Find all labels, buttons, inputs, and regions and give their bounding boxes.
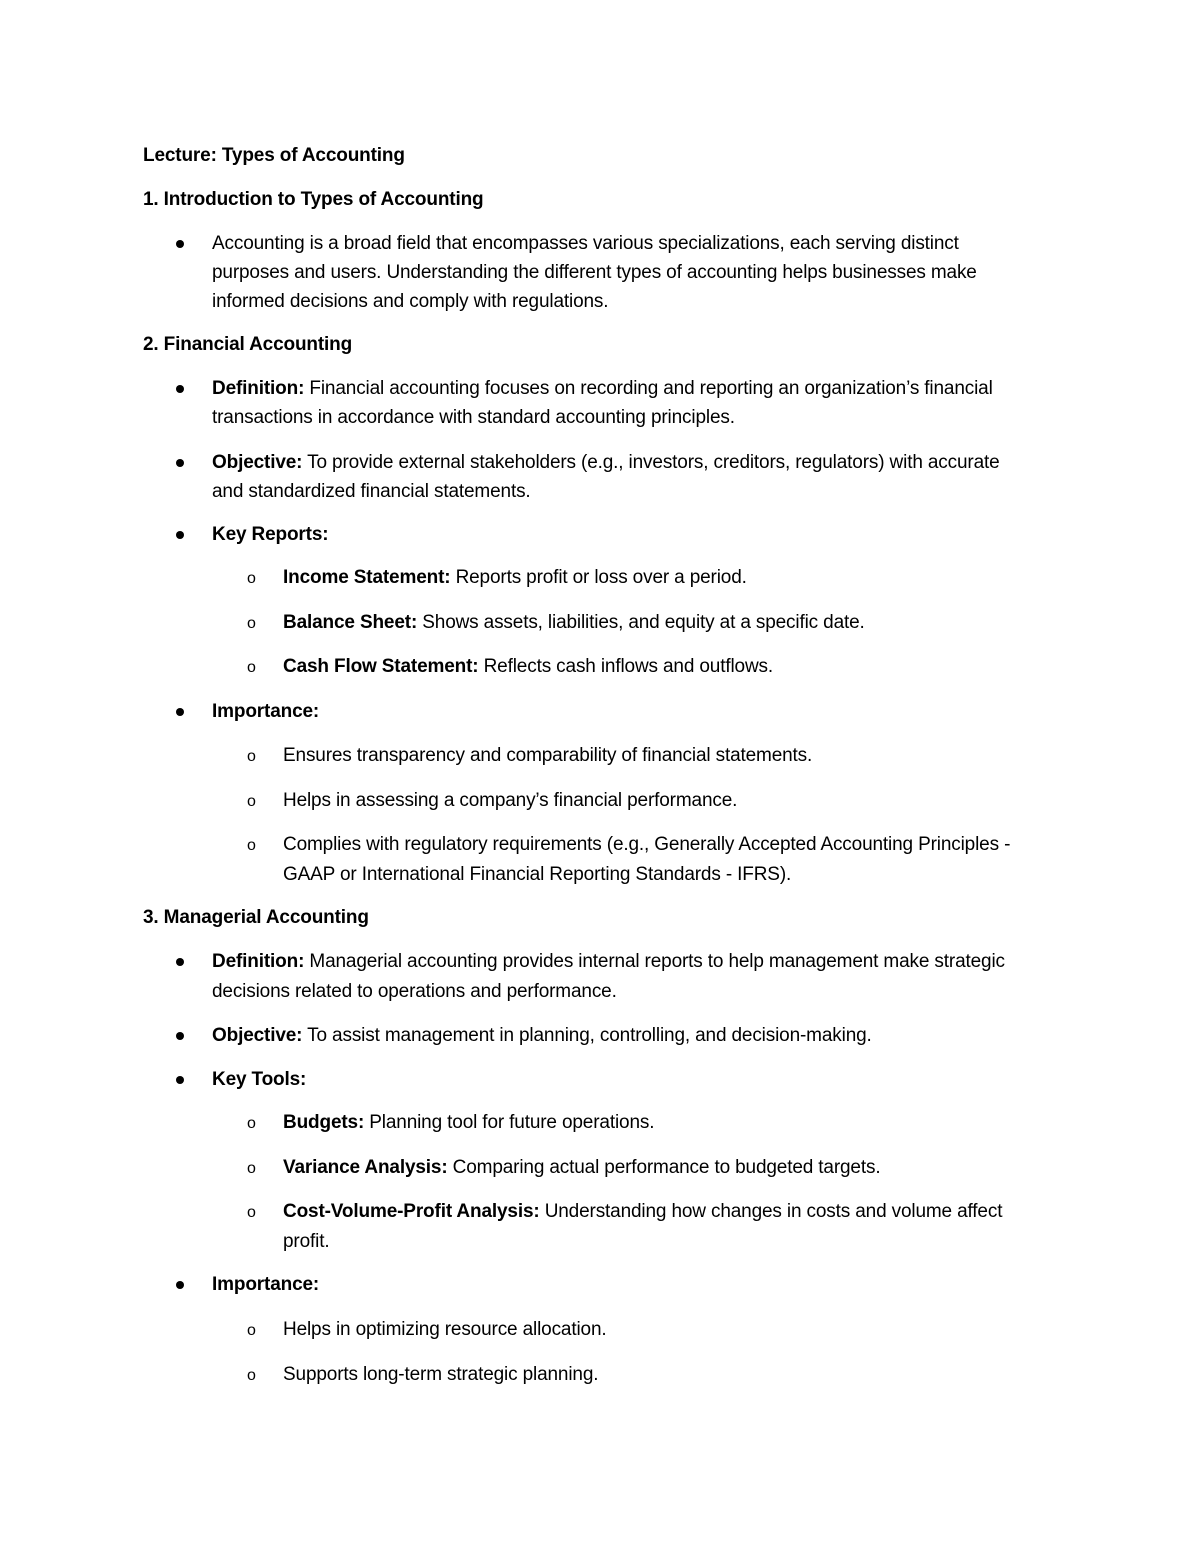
bullet-circle-icon: o (247, 837, 256, 854)
s3-key-tools-label: Key Tools: (212, 1069, 307, 1090)
bullet-circle-icon: o (247, 659, 256, 676)
s3-tool-budgets-label: Budgets: (283, 1112, 365, 1133)
bullet-dot-icon (176, 1032, 184, 1040)
s3-tool-budgets (283, 1111, 654, 1135)
bullet-circle-icon: o (247, 615, 256, 632)
s2-importance-item-3-line-2: GAAP or International Financial Reporting Standards - IFRS). (283, 864, 792, 885)
bullet-circle-icon: o (247, 748, 256, 765)
bullet-dot-icon (176, 240, 184, 248)
s3-objective-text: To assist management in planning, controlling, and decision-making. (302, 1025, 872, 1046)
s3-importance-item-1: Helps in optimizing resource allocation. (283, 1319, 607, 1340)
s3-tool-cvp-label: Cost-Volume-Profit Analysis: (283, 1201, 540, 1222)
s3-tool-cvp-line-2: profit. (283, 1231, 330, 1252)
s3-importance-item-2: Supports long-term strategic planning. (283, 1364, 599, 1385)
bullet-dot-icon (176, 531, 184, 539)
bullet-dot-icon (176, 385, 184, 393)
s2-report-cashflow-text: Reflects cash inflows and outflows. (478, 656, 774, 677)
s1-paragraph-line-3: informed decisions and comply with regulations. (212, 291, 609, 312)
section-2-heading: 2. Financial Accounting (143, 334, 353, 355)
s2-report-income (283, 566, 747, 590)
s2-definition-line-2: transactions in accordance with standard accounting principles. (212, 407, 735, 428)
section-3-heading: 3. Managerial Accounting (143, 907, 369, 928)
s3-definition-line-2: decisions related to operations and performance. (212, 981, 617, 1002)
s2-importance-item-3-line-1: Complies with regulatory requirements (e.g., Generally Accepted Accounting Principles - (283, 834, 1011, 855)
bullet-dot-icon (176, 708, 184, 716)
s2-report-cashflow-label: Cash Flow Statement: (283, 656, 479, 677)
s3-tool-cvp-text: Understanding how changes in costs and volume affect (539, 1201, 1003, 1222)
s2-report-cashflow (283, 655, 773, 679)
bullet-dot-icon (176, 459, 184, 467)
section-1-heading: 1. Introduction to Types of Accounting (143, 189, 484, 210)
bullet-circle-icon: o (247, 1160, 256, 1177)
s2-report-balance (283, 611, 865, 635)
s2-importance-item-2: Helps in assessing a company’s financial performance. (283, 790, 738, 811)
s3-tool-variance (283, 1156, 880, 1180)
s2-report-income-text: Reports profit or loss over a period. (450, 567, 747, 588)
bullet-dot-icon (176, 1281, 184, 1289)
s3-importance-label: Importance: (212, 1274, 320, 1295)
s1-paragraph-line-1: Accounting is a broad field that encompasses various specializations, each serving distinct (212, 233, 959, 254)
bullet-circle-icon: o (247, 570, 256, 587)
s2-definition-text: Financial accounting focuses on recording and reporting an organization’s financial (304, 378, 993, 399)
s3-tool-budgets-text: Planning tool for future operations. (364, 1112, 655, 1133)
s2-objective-label: Objective: (212, 452, 303, 473)
bullet-dot-icon (176, 1076, 184, 1084)
s2-definition-line-1 (212, 377, 993, 401)
s2-report-income-label: Income Statement: (283, 567, 451, 588)
s2-key-reports-label: Key Reports: (212, 524, 329, 545)
s3-definition-line-1 (212, 950, 1005, 974)
bullet-circle-icon: o (247, 1367, 256, 1384)
s2-report-balance-text: Shows assets, liabilities, and equity at a specific date. (417, 612, 865, 633)
doc-title: Lecture: Types of Accounting (143, 145, 405, 166)
s2-importance-label: Importance: (212, 701, 320, 722)
bullet-circle-icon: o (247, 1322, 256, 1339)
s3-definition-text: Managerial accounting provides internal reports to help management make strategic (304, 951, 1005, 972)
s3-tool-variance-label: Variance Analysis: (283, 1157, 448, 1178)
s1-paragraph-line-2: purposes and users. Understanding the different types of accounting helps businesses make (212, 262, 977, 283)
s3-objective-label: Objective: (212, 1025, 303, 1046)
bullet-circle-icon: o (247, 793, 256, 810)
s3-objective-line-1 (212, 1024, 872, 1048)
s3-tool-variance-text: Comparing actual performance to budgeted targets. (447, 1157, 881, 1178)
s2-definition-label: Definition: (212, 378, 305, 399)
s2-importance-item-1: Ensures transparency and comparability of financial statements. (283, 745, 813, 766)
s2-objective-line-1 (212, 451, 1000, 475)
s2-objective-line-2: and standardized financial statements. (212, 481, 531, 502)
s2-objective-text: To provide external stakeholders (e.g., investors, creditors, regulators) with accurate (302, 452, 1000, 473)
s3-tool-cvp-line-1 (283, 1200, 1002, 1224)
bullet-circle-icon: o (247, 1115, 256, 1132)
s2-report-balance-label: Balance Sheet: (283, 612, 418, 633)
s3-definition-label: Definition: (212, 951, 305, 972)
bullet-dot-icon (176, 958, 184, 966)
bullet-circle-icon: o (247, 1204, 256, 1221)
